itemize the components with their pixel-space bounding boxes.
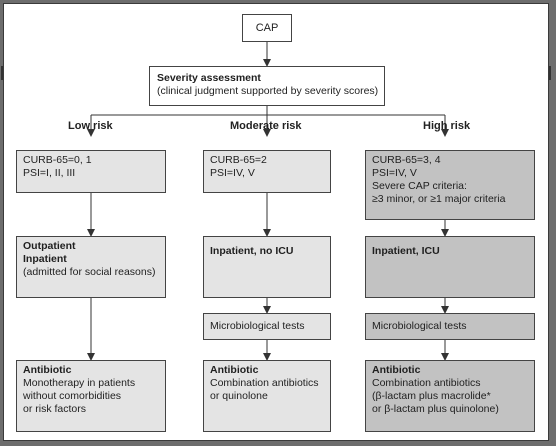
cap-label: CAP (255, 22, 279, 34)
high-risk-setting-box (365, 236, 535, 298)
left-edge-mark (1, 66, 3, 80)
criteria-line: PSI=I, II, III (23, 167, 76, 179)
antibiotic-line: (β-lactam plus macrolide* (372, 390, 491, 402)
antibiotic-line: or β-lactam plus quinolone) (372, 403, 499, 415)
low-risk-setting-box (16, 236, 166, 298)
moderate-risk-antibiotic-box (203, 360, 331, 432)
low-risk-antibiotic-box (16, 360, 166, 432)
severity-assessment-box (149, 66, 385, 106)
setting-title: Inpatient, no ICU (210, 245, 294, 257)
criteria-line: PSI=IV, V (372, 167, 417, 179)
criteria-line: CURB-65=0, 1 (23, 154, 92, 166)
antibiotic-line: Monotherapy in patients (23, 377, 136, 389)
moderate-risk-tests-box (203, 313, 331, 340)
criteria-line: Severe CAP criteria: (372, 180, 467, 192)
low-risk-criteria-box (16, 150, 166, 193)
tests-label: Microbiological tests (372, 320, 467, 332)
diagram-frame (3, 3, 549, 441)
antibiotic-title: Antibiotic (210, 364, 259, 376)
criteria-line: PSI=IV, V (210, 167, 255, 179)
setting-title: Inpatient (23, 253, 67, 265)
high-risk-antibiotic-box (365, 360, 535, 432)
antibiotic-line: or risk factors (23, 403, 87, 415)
antibiotic-title: Antibiotic (23, 364, 72, 376)
criteria-line: CURB-65=3, 4 (372, 154, 441, 166)
setting-title: Inpatient, ICU (372, 245, 440, 257)
criteria-line: CURB-65=2 (210, 154, 267, 166)
setting-title: Outpatient (23, 240, 76, 252)
moderate-risk-criteria-box (203, 150, 331, 193)
criteria-line: ≥3 minor, or ≥1 major criteria (372, 193, 506, 205)
antibiotic-title: Antibiotic (372, 364, 421, 376)
low-risk-label: Low risk (68, 120, 113, 132)
cap-box (242, 14, 292, 42)
high-risk-tests-box (365, 313, 535, 340)
antibiotic-line: Combination antibiotics (372, 377, 481, 389)
antibiotic-line: without comorbidities (23, 390, 122, 402)
setting-note: (admitted for social reasons) (23, 266, 156, 278)
antibiotic-line: Combination antibiotics (210, 377, 319, 389)
antibiotic-line: or quinolone (210, 390, 268, 402)
high-risk-criteria-box (365, 150, 535, 220)
severity-subtitle: (clinical judgment supported by severity scores) (157, 85, 379, 97)
moderate-risk-setting-box (203, 236, 331, 298)
moderate-risk-label: Moderate risk (230, 120, 302, 132)
tests-label: Microbiological tests (210, 320, 305, 332)
high-risk-label: High risk (423, 120, 471, 132)
severity-title: Severity assessment (157, 72, 261, 84)
